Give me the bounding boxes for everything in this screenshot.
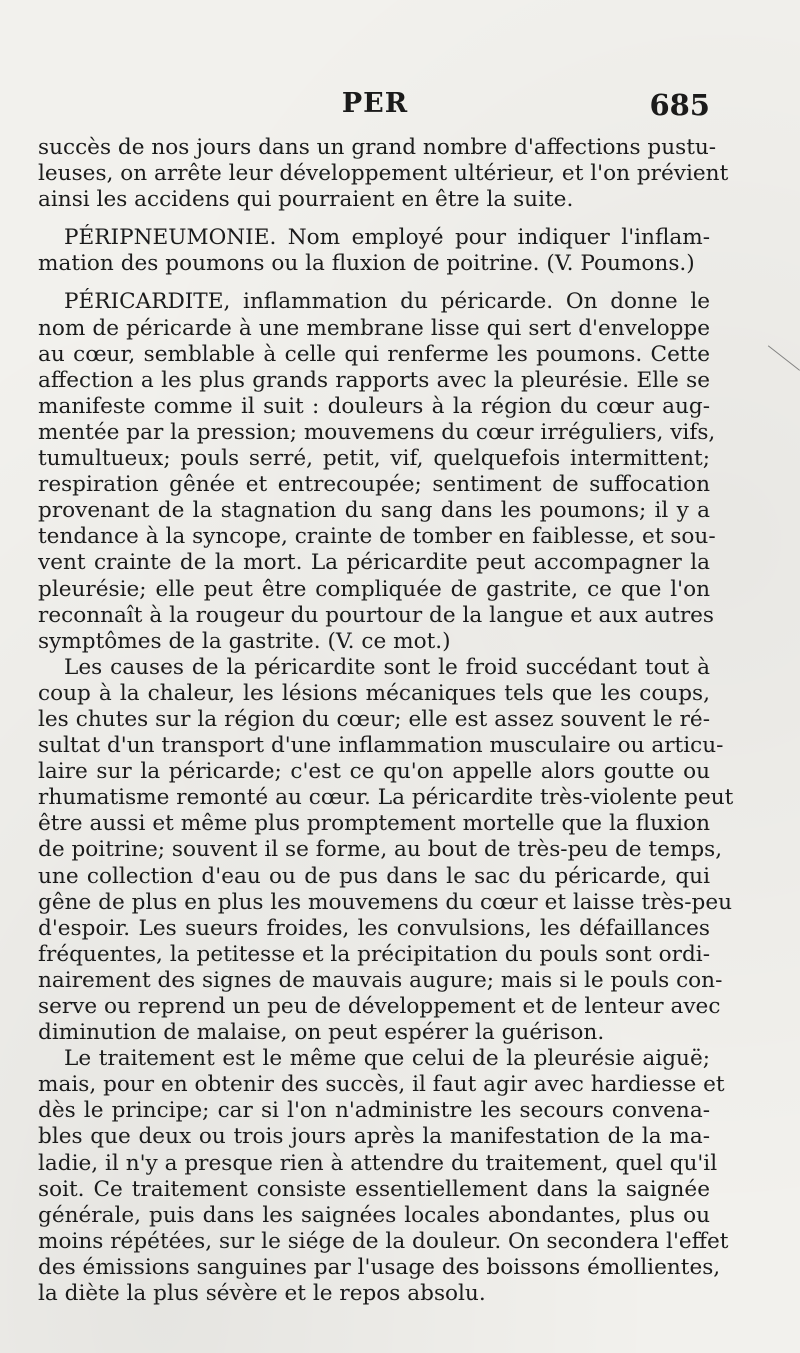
text-line: de poitrine; souvent il se forme, au bout de très-peu de temps, xyxy=(38,837,723,863)
text-line: tumultueux; pouls serré, petit, vif, quelquefois intermittent; xyxy=(38,446,710,472)
text-line: mation des poumons ou la fluxion de poitrine. (V. Poumons.) xyxy=(38,251,695,277)
text-line: symptômes de la gastrite. (V. ce mot.) xyxy=(38,628,451,654)
text-line: gêne de plus en plus les mouvemens du cœur et laisse très-peu xyxy=(38,889,733,915)
text-line: les chutes sur la région du cœur; elle est assez souvent le ré- xyxy=(38,706,710,732)
text-line: fréquentes, la petitesse et la précipitation du pouls sont ordi- xyxy=(38,941,710,967)
text-line: Les causes de la péricardite sont le froid succédant tout à xyxy=(64,654,710,680)
text-line: Le traitement est le même que celui de la pleurésie aiguë; xyxy=(64,1046,710,1072)
text-line: soit. Ce traitement consiste essentiellement dans la saignée xyxy=(38,1176,710,1202)
text-line: moins répétées, sur le siége de la douleur. On secondera l'effet xyxy=(38,1228,729,1254)
text-line: leuses, on arrête leur développement ultérieur, et l'on prévient xyxy=(38,161,729,187)
text-line: nom de péricarde à une membrane lisse qui sert d'enveloppe xyxy=(38,315,710,341)
entry-peripneumonie xyxy=(38,225,710,277)
text-line: serve ou reprend un peu de développement et de lenteur avec xyxy=(38,994,721,1019)
page-number: 685 xyxy=(649,88,710,122)
text-line: provenant de la stagnation du sang dans les poumons; il y a xyxy=(38,498,710,524)
text-line: manifeste comme il suit : douleurs à la région du cœur aug- xyxy=(38,393,710,419)
text-line: pleurésie; elle peut être compliquée de gastrite, ce que l'on xyxy=(38,576,710,602)
text-line: vent crainte de la mort. La péricardite peut accompagner la xyxy=(38,550,710,576)
entry-pericardite xyxy=(38,289,716,654)
text-line: une collection d'eau ou de pus dans le sac du péricarde, qui xyxy=(38,863,710,889)
text-line: ladie, il n'y a presque rien à attendre du traitement, quel qu'il xyxy=(38,1150,718,1176)
text-line: générale, puis dans les saignées locales abondantes, plus ou xyxy=(38,1202,710,1228)
text-line: respiration gênée et entrecoupée; sentiment de suffocation xyxy=(38,472,710,498)
entry-headline: PÉRIPNEUMONIE. Nom employé pour indiquer l'inflam- xyxy=(64,225,710,251)
paragraph-traitement xyxy=(38,1046,729,1307)
text-line: tendance à la syncope, crainte de tomber en faiblesse, et sou- xyxy=(38,524,716,550)
text-line: nairement des signes de mauvais augure; mais si le pouls con- xyxy=(38,967,723,993)
text-line: diminution de malaise, on peut espérer la guérison. xyxy=(38,1020,605,1046)
text-line: rhumatisme remonté au cœur. La péricardite très-violente peut xyxy=(38,785,734,811)
margin-mark xyxy=(731,345,800,418)
text-line: dès le principe; car si l'on n'administre les secours convena- xyxy=(38,1098,710,1124)
text-line: d'espoir. Les sueurs froides, les convulsions, les défaillances xyxy=(38,915,710,941)
text-line: la diète la plus sévère et le repos absolu. xyxy=(38,1281,486,1307)
text-line: reconnaît à la rougeur du pourtour de la langue et aux autres xyxy=(38,602,715,628)
text-line: mais, pour en obtenir des succès, il faut agir avec hardiesse et xyxy=(38,1072,725,1098)
text-line: des émissions sanguines par l'usage des boissons émollientes, xyxy=(38,1254,721,1280)
text-line: affection a les plus grands rapports avec la pleurésie. Elle se xyxy=(38,367,710,393)
text-line: coup à la chaleur, les lésions mécaniques tels que les coups, xyxy=(38,680,710,706)
text-line: succès de nos jours dans un grand nombre d'affections pustu- xyxy=(38,135,717,160)
body-text xyxy=(38,135,734,1307)
text-line: laire sur la péricarde; c'est ce qu'on appelle alors goutte ou xyxy=(38,759,710,785)
text-line: sultat d'un transport d'une inflammation musculaire ou articu- xyxy=(38,733,724,759)
paragraph-continuation xyxy=(38,135,729,213)
text-line: mentée par la pression; mouvemens du cœur irréguliers, vifs, xyxy=(38,419,716,445)
page-header xyxy=(40,88,710,128)
running-head: PER xyxy=(341,88,409,119)
paragraph-causes xyxy=(38,654,734,1046)
text-line: au cœur, semblable à celle qui renferme les poumons. Cette xyxy=(38,341,710,367)
entry-headline: PÉRICARDITE, inflammation du péricarde. On donne le xyxy=(64,289,710,315)
text-line: bles que deux ou trois jours après la manifestation de la ma- xyxy=(38,1124,710,1150)
text-line: ainsi les accidens qui pourraient en être la suite. xyxy=(38,187,574,213)
text-line: être aussi et même plus promptement mortelle que la fluxion xyxy=(38,811,710,837)
